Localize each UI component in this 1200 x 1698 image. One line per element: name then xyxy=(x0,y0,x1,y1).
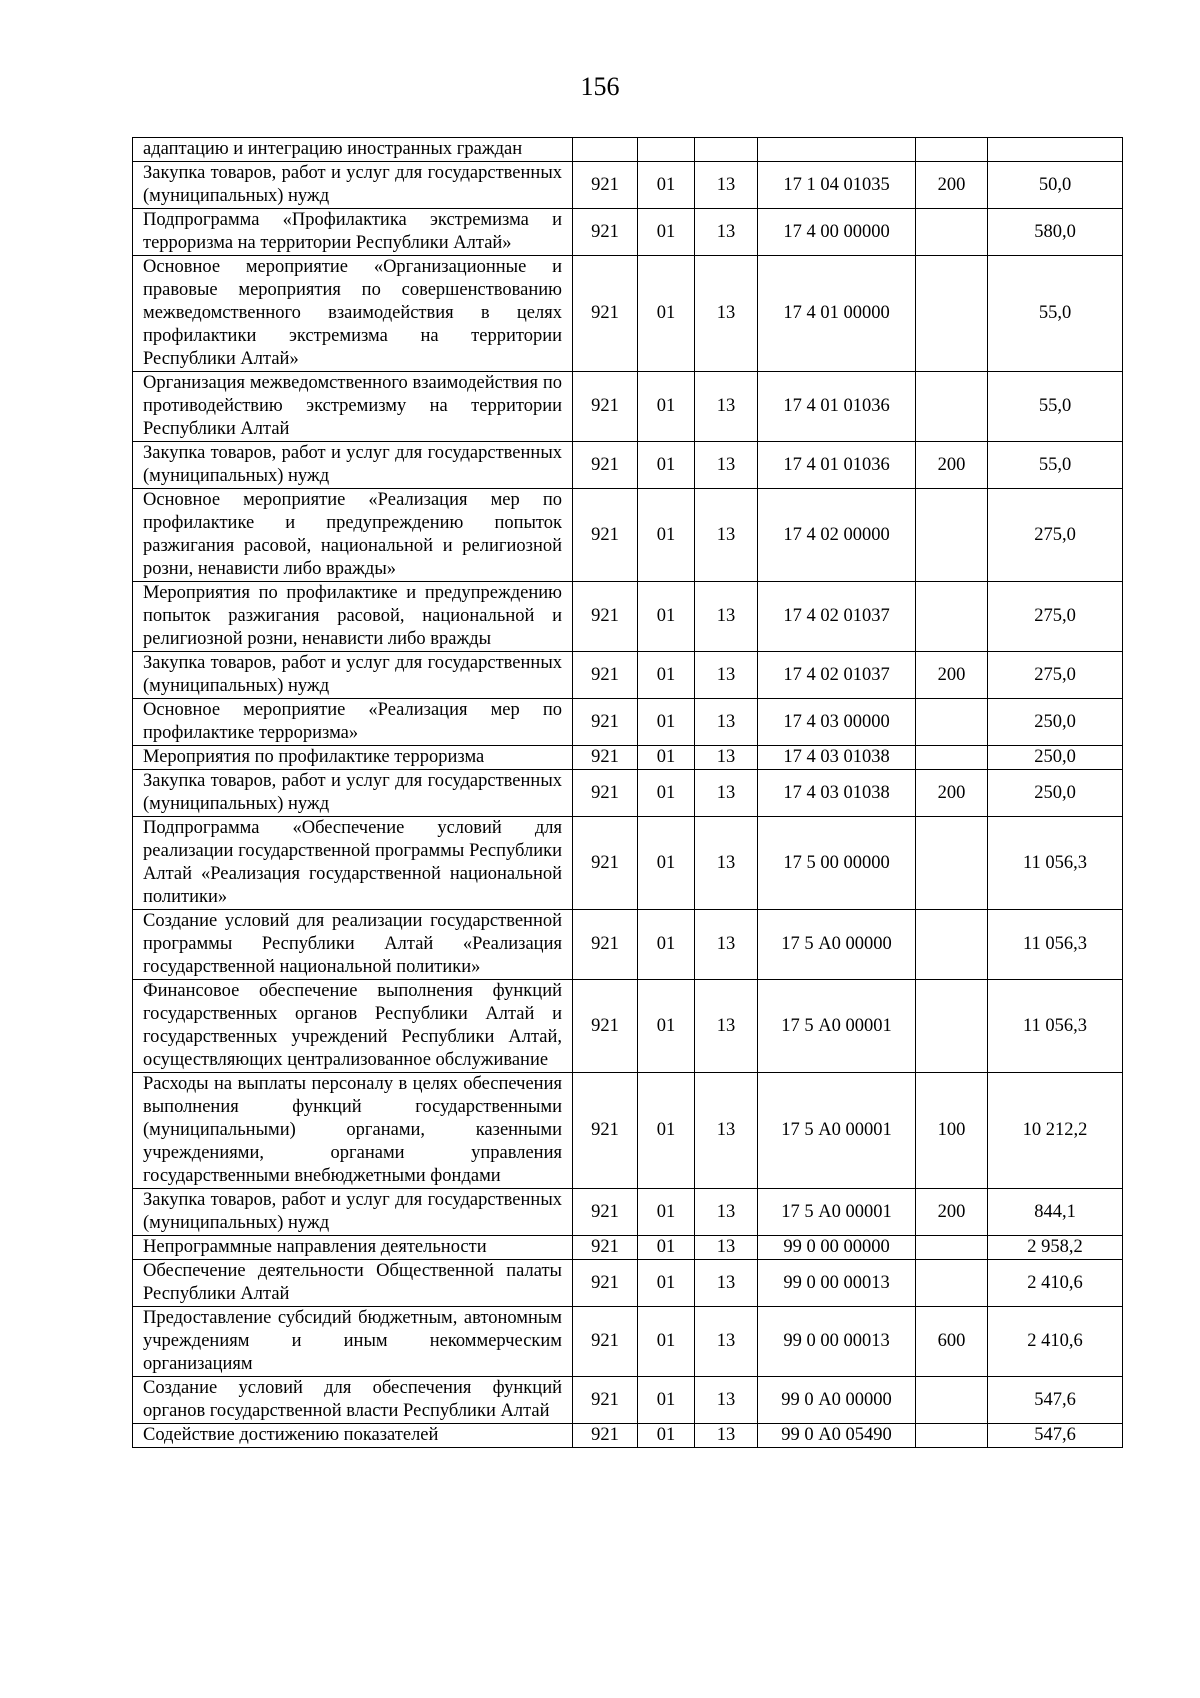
row-amount-cell: 275,0 xyxy=(988,489,1123,582)
table-row xyxy=(133,1073,1123,1189)
row-section-cell: 01 xyxy=(638,980,695,1073)
row-amount-cell: 275,0 xyxy=(988,582,1123,652)
row-expense-type-cell xyxy=(916,910,988,980)
row-subsection-cell xyxy=(695,138,758,162)
row-name-cell: Финансовое обеспечение выполнения функций государственных органов Республики Алтай и государственных учреждений Республики Алтай, осуществляющих централизованное обслуживание xyxy=(133,980,573,1073)
row-section-cell: 01 xyxy=(638,162,695,209)
row-expense-type-cell xyxy=(916,1424,988,1448)
row-amount-cell: 55,0 xyxy=(988,256,1123,372)
row-subsection-cell: 13 xyxy=(695,1377,758,1424)
row-amount-cell: 50,0 xyxy=(988,162,1123,209)
row-section-cell: 01 xyxy=(638,256,695,372)
row-name-cell: Подпрограмма «Профилактика экстремизма и терроризма на территории Республики Алтай» xyxy=(133,209,573,256)
row-target-article-cell: 99 0 А0 00000 xyxy=(758,1377,916,1424)
table-row xyxy=(133,256,1123,372)
row-subsection-cell: 13 xyxy=(695,162,758,209)
row-name-cell: Мероприятия по профилактике терроризма xyxy=(133,746,573,770)
row-target-article-cell: 17 4 00 00000 xyxy=(758,209,916,256)
row-target-article-cell: 99 0 00 00013 xyxy=(758,1260,916,1307)
row-amount-cell: 55,0 xyxy=(988,372,1123,442)
row-name-cell: Закупка товаров, работ и услуг для государственных (муниципальных) нужд xyxy=(133,652,573,699)
row-amount-cell: 2 410,6 xyxy=(988,1260,1123,1307)
row-name-cell: Предоставление субсидий бюджетным, автономным учреждениям и иным некоммерческим организациям xyxy=(133,1307,573,1377)
table-row xyxy=(133,652,1123,699)
table-row xyxy=(133,442,1123,489)
row-target-article-cell: 17 4 01 00000 xyxy=(758,256,916,372)
row-subsection-cell: 13 xyxy=(695,1236,758,1260)
row-grbs-cell: 921 xyxy=(573,1189,638,1236)
row-grbs-cell: 921 xyxy=(573,372,638,442)
row-name-cell: Организация межведомственного взаимодействия по противодействию экстремизму на территории Республики Алтай xyxy=(133,372,573,442)
row-name-cell: Закупка товаров, работ и услуг для государственных (муниципальных) нужд xyxy=(133,162,573,209)
row-grbs-cell: 921 xyxy=(573,1073,638,1189)
row-amount-cell: 10 212,2 xyxy=(988,1073,1123,1189)
row-subsection-cell: 13 xyxy=(695,652,758,699)
row-expense-type-cell xyxy=(916,1377,988,1424)
row-section-cell: 01 xyxy=(638,209,695,256)
row-expense-type-cell: 200 xyxy=(916,652,988,699)
row-target-article-cell: 99 0 00 00000 xyxy=(758,1236,916,1260)
budget-table xyxy=(132,137,1123,1448)
page-number: 156 xyxy=(580,72,620,101)
row-expense-type-cell: 600 xyxy=(916,1307,988,1377)
row-grbs-cell: 921 xyxy=(573,582,638,652)
row-subsection-cell: 13 xyxy=(695,1189,758,1236)
row-section-cell: 01 xyxy=(638,1073,695,1189)
row-section-cell: 01 xyxy=(638,1424,695,1448)
row-name-cell: Основное мероприятие «Реализация мер по профилактике терроризма» xyxy=(133,699,573,746)
row-section-cell: 01 xyxy=(638,582,695,652)
row-grbs-cell: 921 xyxy=(573,980,638,1073)
row-expense-type-cell xyxy=(916,1236,988,1260)
row-amount-cell: 547,6 xyxy=(988,1424,1123,1448)
row-target-article-cell: 99 0 00 00013 xyxy=(758,1307,916,1377)
row-amount-cell: 547,6 xyxy=(988,1377,1123,1424)
row-section-cell xyxy=(638,138,695,162)
row-target-article-cell: 17 5 00 00000 xyxy=(758,817,916,910)
row-grbs-cell: 921 xyxy=(573,442,638,489)
row-name-cell: Подпрограмма «Обеспечение условий для реализации государственной программы Республики Алтай «Реализация государственной национальной политики» xyxy=(133,817,573,910)
row-expense-type-cell xyxy=(916,980,988,1073)
row-expense-type-cell xyxy=(916,209,988,256)
row-expense-type-cell xyxy=(916,489,988,582)
row-expense-type-cell xyxy=(916,372,988,442)
row-target-article-cell: 17 5 А0 00001 xyxy=(758,1073,916,1189)
table-row xyxy=(133,1377,1123,1424)
row-name-cell: Расходы на выплаты персоналу в целях обеспечения выполнения функций государственными (муниципальными) органами, казенными учреждениями, органами управления государственными внебюджетными фондами xyxy=(133,1073,573,1189)
row-amount-cell: 2 410,6 xyxy=(988,1307,1123,1377)
row-section-cell: 01 xyxy=(638,442,695,489)
row-subsection-cell: 13 xyxy=(695,442,758,489)
row-target-article-cell xyxy=(758,138,916,162)
row-subsection-cell: 13 xyxy=(695,910,758,980)
row-name-cell: Основное мероприятие «Организационные и правовые мероприятия по совершенствованию межведомственного взаимодействия в целях профилактики экстремизма на территории Республики Алтай» xyxy=(133,256,573,372)
row-name-cell: Непрограммные направления деятельности xyxy=(133,1236,573,1260)
row-subsection-cell: 13 xyxy=(695,489,758,582)
table-row xyxy=(133,817,1123,910)
row-grbs-cell: 921 xyxy=(573,209,638,256)
row-target-article-cell: 17 4 01 01036 xyxy=(758,372,916,442)
row-section-cell: 01 xyxy=(638,1307,695,1377)
table-row xyxy=(133,699,1123,746)
row-expense-type-cell xyxy=(916,746,988,770)
row-grbs-cell: 921 xyxy=(573,746,638,770)
row-section-cell: 01 xyxy=(638,372,695,442)
row-target-article-cell: 17 4 01 01036 xyxy=(758,442,916,489)
row-subsection-cell: 13 xyxy=(695,1424,758,1448)
row-subsection-cell: 13 xyxy=(695,817,758,910)
row-amount-cell: 11 056,3 xyxy=(988,910,1123,980)
row-amount-cell: 250,0 xyxy=(988,746,1123,770)
row-amount-cell: 844,1 xyxy=(988,1189,1123,1236)
table-row xyxy=(133,770,1123,817)
row-section-cell: 01 xyxy=(638,1377,695,1424)
row-grbs-cell: 921 xyxy=(573,256,638,372)
row-expense-type-cell xyxy=(916,699,988,746)
row-section-cell: 01 xyxy=(638,699,695,746)
table-row xyxy=(133,1260,1123,1307)
row-grbs-cell: 921 xyxy=(573,910,638,980)
row-section-cell: 01 xyxy=(638,910,695,980)
row-subsection-cell: 13 xyxy=(695,770,758,817)
row-name-cell: Закупка товаров, работ и услуг для государственных (муниципальных) нужд xyxy=(133,770,573,817)
row-section-cell: 01 xyxy=(638,1236,695,1260)
row-section-cell: 01 xyxy=(638,489,695,582)
row-target-article-cell: 17 5 А0 00000 xyxy=(758,910,916,980)
row-subsection-cell: 13 xyxy=(695,1307,758,1377)
row-amount-cell: 11 056,3 xyxy=(988,817,1123,910)
row-grbs-cell: 921 xyxy=(573,1307,638,1377)
row-name-cell: Создание условий для обеспечения функций органов государственной власти Республики Алтай xyxy=(133,1377,573,1424)
row-subsection-cell: 13 xyxy=(695,1260,758,1307)
row-section-cell: 01 xyxy=(638,652,695,699)
row-grbs-cell xyxy=(573,138,638,162)
row-amount-cell: 2 958,2 xyxy=(988,1236,1123,1260)
row-target-article-cell: 17 1 04 01035 xyxy=(758,162,916,209)
row-grbs-cell: 921 xyxy=(573,699,638,746)
row-grbs-cell: 921 xyxy=(573,1260,638,1307)
row-grbs-cell: 921 xyxy=(573,1377,638,1424)
table-row xyxy=(133,910,1123,980)
row-subsection-cell: 13 xyxy=(695,372,758,442)
row-amount-cell: 580,0 xyxy=(988,209,1123,256)
row-target-article-cell: 99 0 А0 05490 xyxy=(758,1424,916,1448)
row-subsection-cell: 13 xyxy=(695,582,758,652)
row-expense-type-cell xyxy=(916,817,988,910)
row-subsection-cell: 13 xyxy=(695,1073,758,1189)
row-section-cell: 01 xyxy=(638,1189,695,1236)
row-expense-type-cell: 200 xyxy=(916,770,988,817)
row-expense-type-cell xyxy=(916,582,988,652)
row-grbs-cell: 921 xyxy=(573,770,638,817)
row-grbs-cell: 921 xyxy=(573,1424,638,1448)
row-grbs-cell: 921 xyxy=(573,1236,638,1260)
row-amount-cell: 11 056,3 xyxy=(988,980,1123,1073)
row-target-article-cell: 17 4 02 01037 xyxy=(758,652,916,699)
row-grbs-cell: 921 xyxy=(573,162,638,209)
row-amount-cell: 250,0 xyxy=(988,770,1123,817)
table-row xyxy=(133,1236,1123,1260)
row-amount-cell: 275,0 xyxy=(988,652,1123,699)
row-amount-cell xyxy=(988,138,1123,162)
table-row xyxy=(133,746,1123,770)
row-subsection-cell: 13 xyxy=(695,980,758,1073)
row-section-cell: 01 xyxy=(638,746,695,770)
row-subsection-cell: 13 xyxy=(695,699,758,746)
row-subsection-cell: 13 xyxy=(695,256,758,372)
table-body xyxy=(133,138,1123,1448)
row-name-cell: Мероприятия по профилактике и предупреждению попыток разжигания расовой, национальной и религиозной розни, ненависти либо вражды xyxy=(133,582,573,652)
row-expense-type-cell: 200 xyxy=(916,1189,988,1236)
row-target-article-cell: 17 5 А0 00001 xyxy=(758,1189,916,1236)
row-amount-cell: 55,0 xyxy=(988,442,1123,489)
table-row xyxy=(133,209,1123,256)
table-row xyxy=(133,1189,1123,1236)
row-name-cell: Создание условий для реализации государственной программы Республики Алтай «Реализация государственной национальной политики» xyxy=(133,910,573,980)
row-target-article-cell: 17 4 03 00000 xyxy=(758,699,916,746)
row-section-cell: 01 xyxy=(638,1260,695,1307)
row-section-cell: 01 xyxy=(638,770,695,817)
table-row xyxy=(133,582,1123,652)
row-grbs-cell: 921 xyxy=(573,817,638,910)
row-grbs-cell: 921 xyxy=(573,489,638,582)
row-expense-type-cell: 200 xyxy=(916,162,988,209)
row-expense-type-cell xyxy=(916,138,988,162)
row-name-cell: Основное мероприятие «Реализация мер по профилактике и предупреждению попыток разжигания расовой, национальной и религиозной розни, ненависти либо вражды» xyxy=(133,489,573,582)
table-row xyxy=(133,162,1123,209)
row-expense-type-cell xyxy=(916,1260,988,1307)
table-row xyxy=(133,1307,1123,1377)
row-grbs-cell: 921 xyxy=(573,652,638,699)
row-expense-type-cell: 100 xyxy=(916,1073,988,1189)
table-row xyxy=(133,1424,1123,1448)
row-target-article-cell: 17 4 02 01037 xyxy=(758,582,916,652)
row-target-article-cell: 17 5 А0 00001 xyxy=(758,980,916,1073)
row-section-cell: 01 xyxy=(638,817,695,910)
table-row xyxy=(133,489,1123,582)
row-name-cell: Обеспечение деятельности Общественной палаты Республики Алтай xyxy=(133,1260,573,1307)
table-row xyxy=(133,138,1123,162)
row-expense-type-cell: 200 xyxy=(916,442,988,489)
row-name-cell: Закупка товаров, работ и услуг для государственных (муниципальных) нужд xyxy=(133,1189,573,1236)
row-subsection-cell: 13 xyxy=(695,209,758,256)
row-subsection-cell: 13 xyxy=(695,746,758,770)
table-row xyxy=(133,372,1123,442)
row-name-cell: адаптацию и интеграцию иностранных граждан xyxy=(133,138,573,162)
row-amount-cell: 250,0 xyxy=(988,699,1123,746)
row-target-article-cell: 17 4 03 01038 xyxy=(758,770,916,817)
row-name-cell: Закупка товаров, работ и услуг для государственных (муниципальных) нужд xyxy=(133,442,573,489)
row-target-article-cell: 17 4 02 00000 xyxy=(758,489,916,582)
row-expense-type-cell xyxy=(916,256,988,372)
table-row xyxy=(133,980,1123,1073)
row-target-article-cell: 17 4 03 01038 xyxy=(758,746,916,770)
row-name-cell: Содействие достижению показателей xyxy=(133,1424,573,1448)
